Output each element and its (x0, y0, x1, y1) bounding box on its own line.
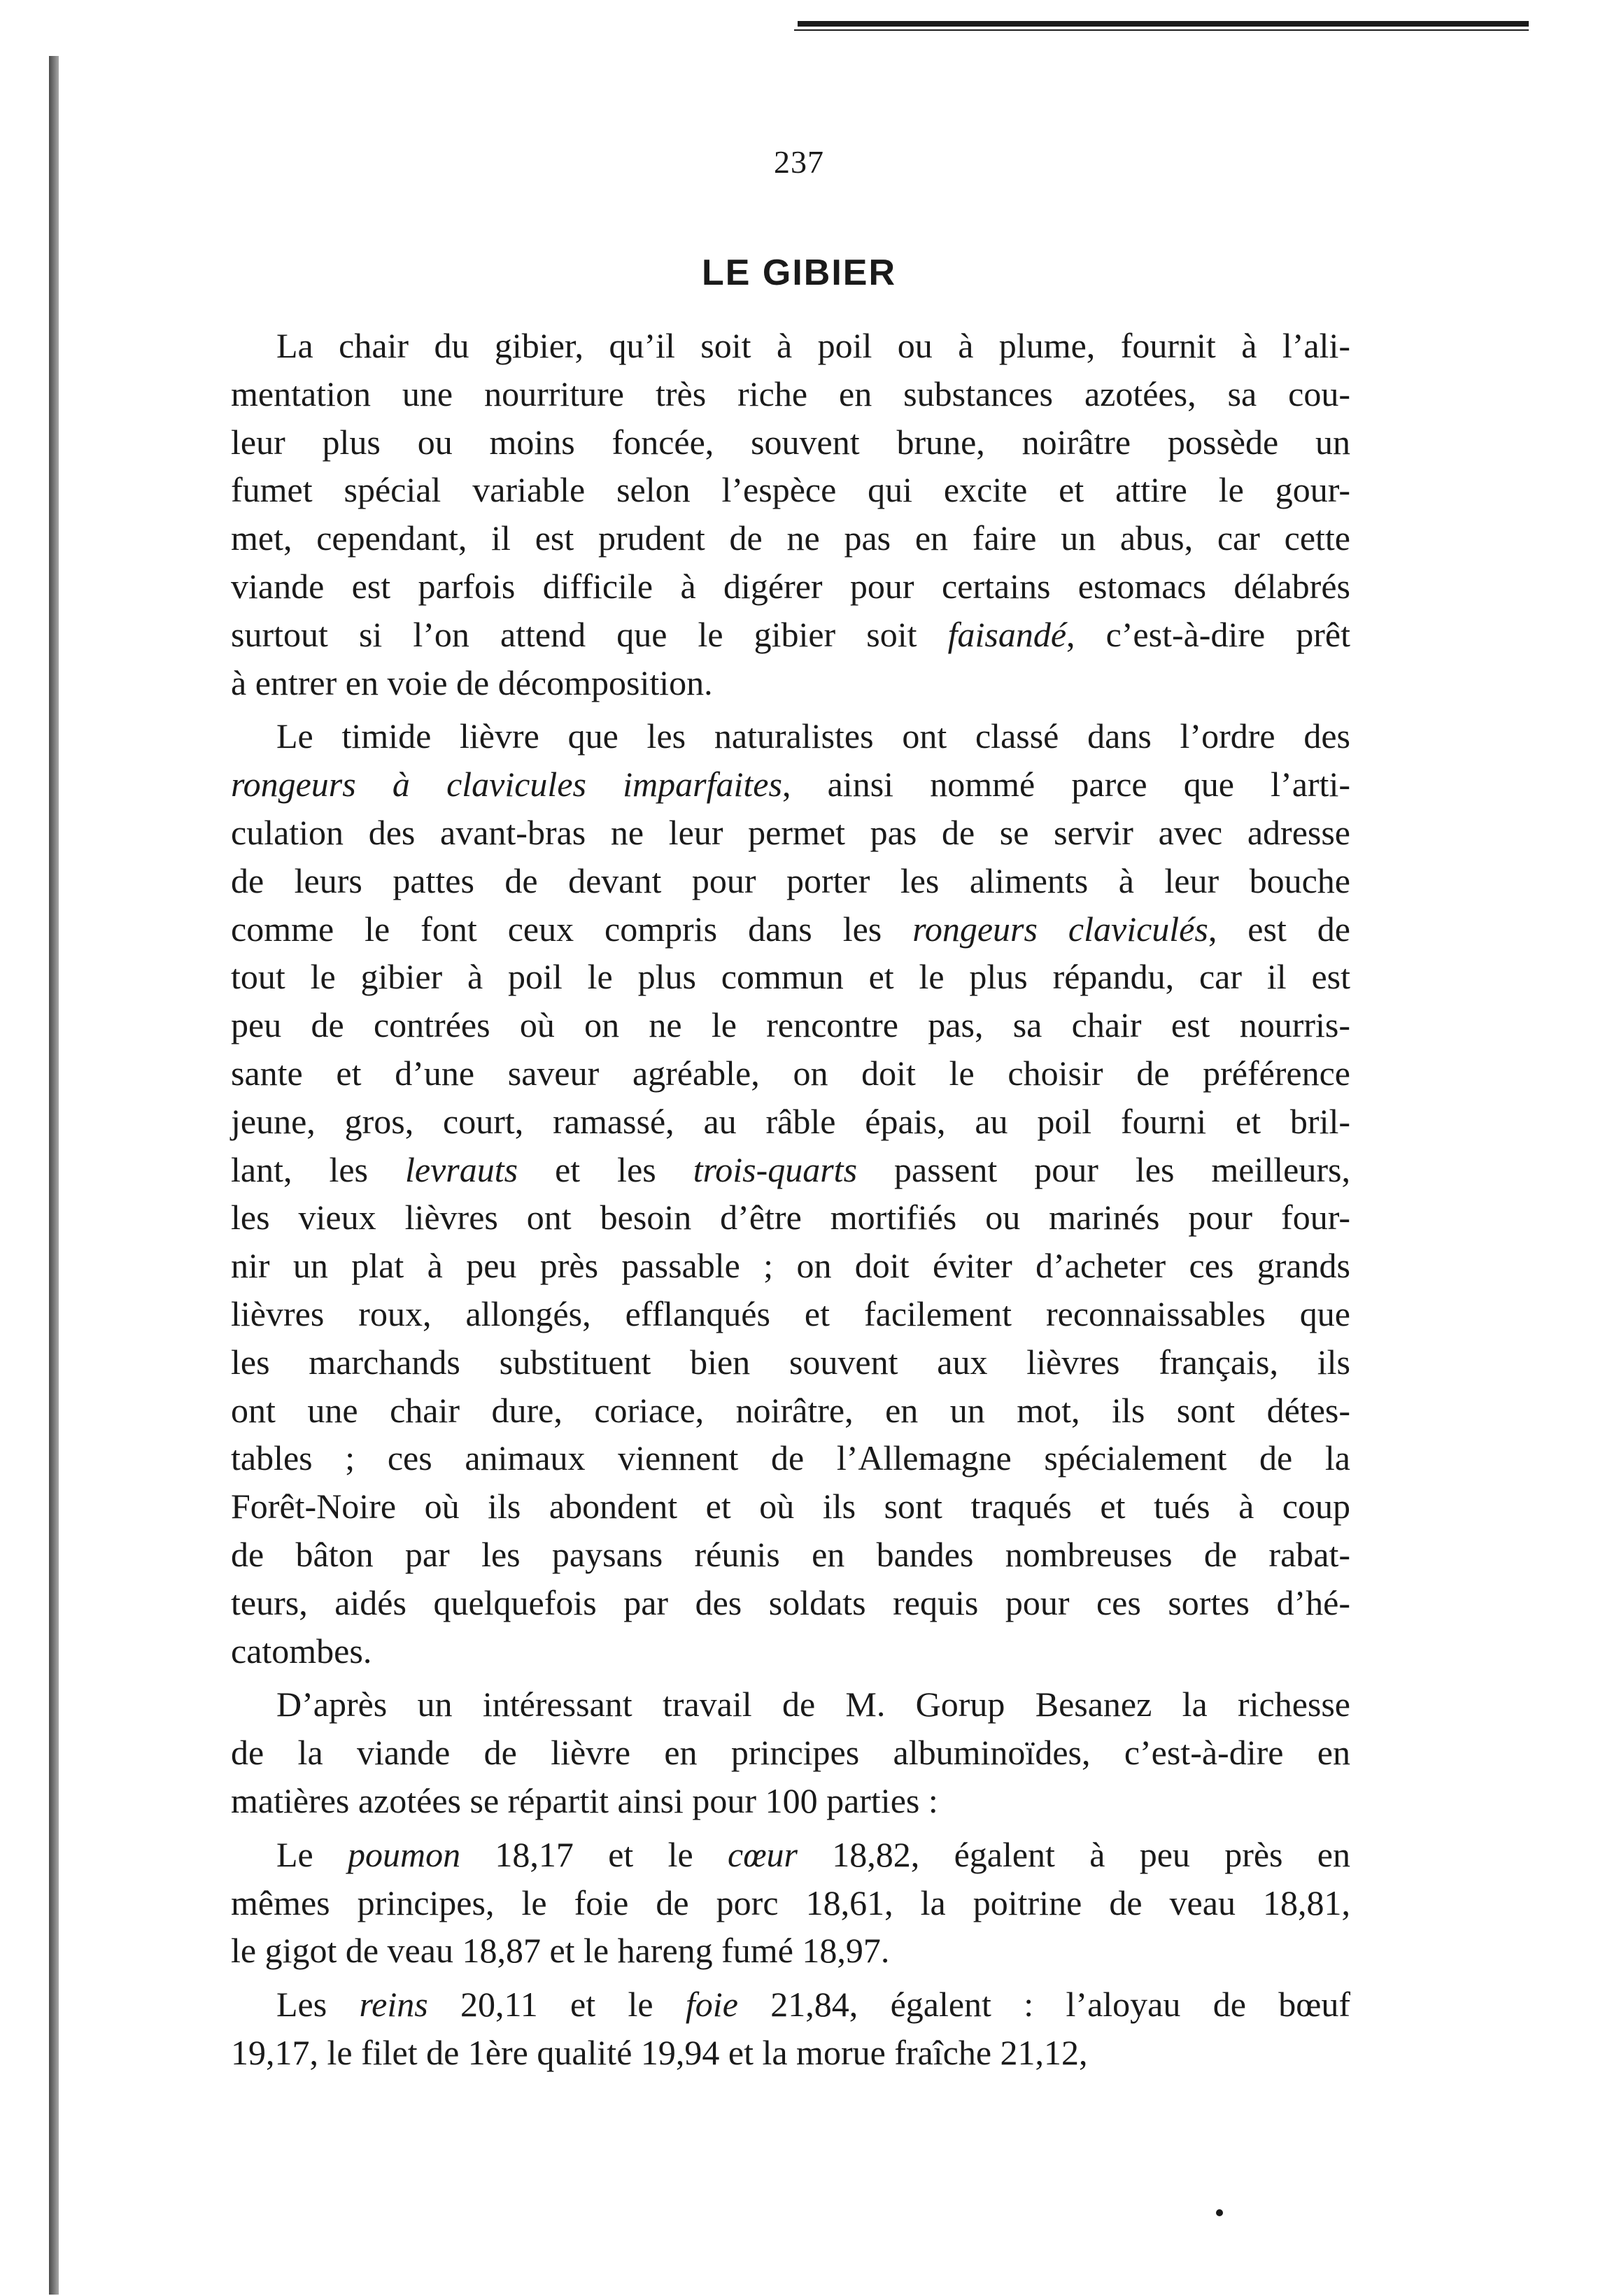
ink-mark (1216, 2209, 1223, 2216)
text-line (231, 1777, 1350, 1825)
text-line (231, 1482, 1350, 1531)
page-binding-edge (49, 56, 59, 2295)
italic-term: trois-quarts (693, 1149, 858, 1189)
text-line (231, 322, 1350, 370)
text-line (231, 1193, 1350, 1242)
text-line (231, 1434, 1350, 1482)
text-run: lièvres roux, allongés, efflanqués et facilement reconnaissables que (231, 1294, 1350, 1333)
text-line (231, 1387, 1350, 1435)
text-run: les marchands substituent bien souvent aux lièvres français, ils (231, 1342, 1350, 1382)
text-line (231, 1531, 1350, 1579)
italic-term: faisandé (947, 614, 1067, 654)
text-run: 20,11 et le (427, 1985, 686, 2025)
text-run: ont une chair dure, coriace, noirâtre, en un mot, ils sont détes- (231, 1390, 1350, 1430)
text-run: Le (276, 1834, 348, 1874)
text-run: viande est parfois difficile à digérer pour certains estomacs délabrés (231, 566, 1350, 606)
text-run: met, cependant, il est prudent de ne pas en faire un abus, car cette (231, 518, 1350, 558)
body-text (231, 322, 1350, 2077)
paragraph-gap (231, 1675, 1350, 1680)
text-line (231, 1049, 1350, 1098)
text-run: Les (276, 1985, 360, 2025)
text-line (231, 1338, 1350, 1387)
text-line (231, 712, 1350, 760)
italic-term: rongeurs à clavicules imparfaites (231, 765, 782, 805)
text-line (231, 1831, 1350, 1879)
text-line (231, 659, 1350, 707)
text-run: fumet spécial variable selon l’espèce qui excite et attire le gour- (231, 470, 1350, 510)
italic-term: rongeurs claviculés (912, 909, 1208, 949)
top-rule-thin (794, 29, 1529, 31)
text-line (231, 1680, 1350, 1729)
text-run: Forêt-Noire où ils abondent et où ils sont traqués et tués à coup (231, 1487, 1350, 1526)
text-run: les vieux lièvres ont besoin d’être mortifiés ou marinés pour four- (231, 1198, 1350, 1238)
chapter-title: LE GIBIER (701, 253, 897, 293)
text-run: 18,82, égalent à peu près en (798, 1834, 1351, 1874)
text-line (231, 1001, 1350, 1049)
text-run: lant, les (231, 1149, 406, 1189)
text-run: Le timide lièvre que les naturalistes ont classé dans l’ordre des (276, 716, 1350, 756)
text-run: passent pour les meilleurs, (857, 1149, 1350, 1189)
text-run: 21,84, égalent : l’aloyau de bœuf (737, 1985, 1350, 2025)
text-line (231, 953, 1350, 1001)
text-run: matières azotées se répartit ainsi pour 100 parties : (231, 1780, 938, 1820)
text-line (231, 1146, 1350, 1194)
text-line (231, 1879, 1350, 1927)
text-run: tout le gibier à poil le plus commun et le plus répandu, car il est (231, 957, 1350, 997)
text-run: sante et d’une saveur agréable, on doit le choisir de préférence (231, 1053, 1350, 1093)
text-run: de leurs pattes de devant pour porter les aliments à leur bouche (231, 860, 1350, 900)
text-line (231, 1980, 1350, 2029)
text-run: comme le font ceux compris dans les (231, 909, 913, 949)
italic-term: cœur (728, 1834, 798, 1874)
text-line (231, 611, 1350, 659)
text-line (231, 1927, 1350, 1975)
text-run: , ainsi nommé parce que l’arti- (782, 765, 1350, 805)
text-run: jeune, gros, court, ramassé, au râble épais, au poil fourni et bril- (231, 1101, 1350, 1141)
text-run: peu de contrées où on ne le rencontre pas, sa chair est nourris- (231, 1005, 1350, 1045)
paragraph-gap (231, 707, 1350, 712)
italic-term: foie (685, 1985, 738, 2025)
text-line (231, 562, 1350, 611)
text-run: , est de (1208, 909, 1350, 949)
text-run: tables ; ces animaux viennent de l’Allemagne spécialement de la (231, 1438, 1350, 1478)
text-line (231, 1290, 1350, 1338)
top-rule (798, 21, 1529, 27)
italic-term: reins (359, 1985, 428, 2025)
text-run: catombes. (231, 1631, 372, 1671)
text-run: de bâton par les paysans réunis en bandes nombreuses de rabat- (231, 1534, 1350, 1574)
text-run: mentation une nourriture très riche en substances azotées, sa cou- (231, 374, 1350, 413)
text-run: mêmes principes, le foie de porc 18,61, la poitrine de veau 18,81, (231, 1883, 1350, 1922)
text-line (231, 760, 1350, 809)
text-line (231, 1098, 1350, 1146)
text-run: et les (518, 1149, 693, 1189)
text-run: 19,17, le filet de 1ère qualité 19,94 et la morue fraîche 21,12, (231, 2032, 1088, 2072)
text-run: teurs, aidés quelquefois par des soldats requis pour ces sortes d’hé- (231, 1582, 1350, 1622)
text-run: le gigot de veau 18,87 et le hareng fumé 18,97. (231, 1931, 890, 1971)
text-line (231, 514, 1350, 562)
text-line (231, 905, 1350, 954)
text-run: culation des avant-bras ne leur permet pas de se servir avec adresse (231, 812, 1350, 852)
text-line (231, 857, 1350, 905)
text-line (231, 2029, 1350, 2077)
text-line (231, 418, 1350, 467)
text-run: La chair du gibier, qu’il soit à poil ou à plume, fournit à l’ali- (276, 326, 1350, 365)
text-line (231, 370, 1350, 418)
text-line (231, 1242, 1350, 1290)
text-line (231, 1579, 1350, 1627)
text-run: nir un plat à peu près passable ; on doit éviter d’acheter ces grands (231, 1246, 1350, 1286)
paragraph-gap (231, 1825, 1350, 1831)
text-run: leur plus ou moins foncée, souvent brune, noirâtre possède un (231, 422, 1350, 462)
text-run: à entrer en voie de décomposition. (231, 662, 713, 702)
page-number: 237 (774, 144, 824, 180)
text-run: D’après un intéressant travail de M. Gorup Besanez la richesse (276, 1685, 1350, 1724)
text-run: surtout si l’on attend que le gibier soit (231, 614, 948, 654)
paragraph-gap (231, 1975, 1350, 1980)
italic-term: levrauts (405, 1149, 518, 1189)
text-line (231, 1729, 1350, 1777)
text-line (231, 809, 1350, 857)
text-run: 18,17 et le (460, 1834, 728, 1874)
text-run: , c’est-à-dire prêt (1066, 614, 1350, 654)
italic-term: poumon (348, 1834, 461, 1874)
text-line (231, 466, 1350, 514)
text-line (231, 1627, 1350, 1675)
text-run: de la viande de lièvre en principes albuminoïdes, c’est-à-dire en (231, 1733, 1350, 1773)
